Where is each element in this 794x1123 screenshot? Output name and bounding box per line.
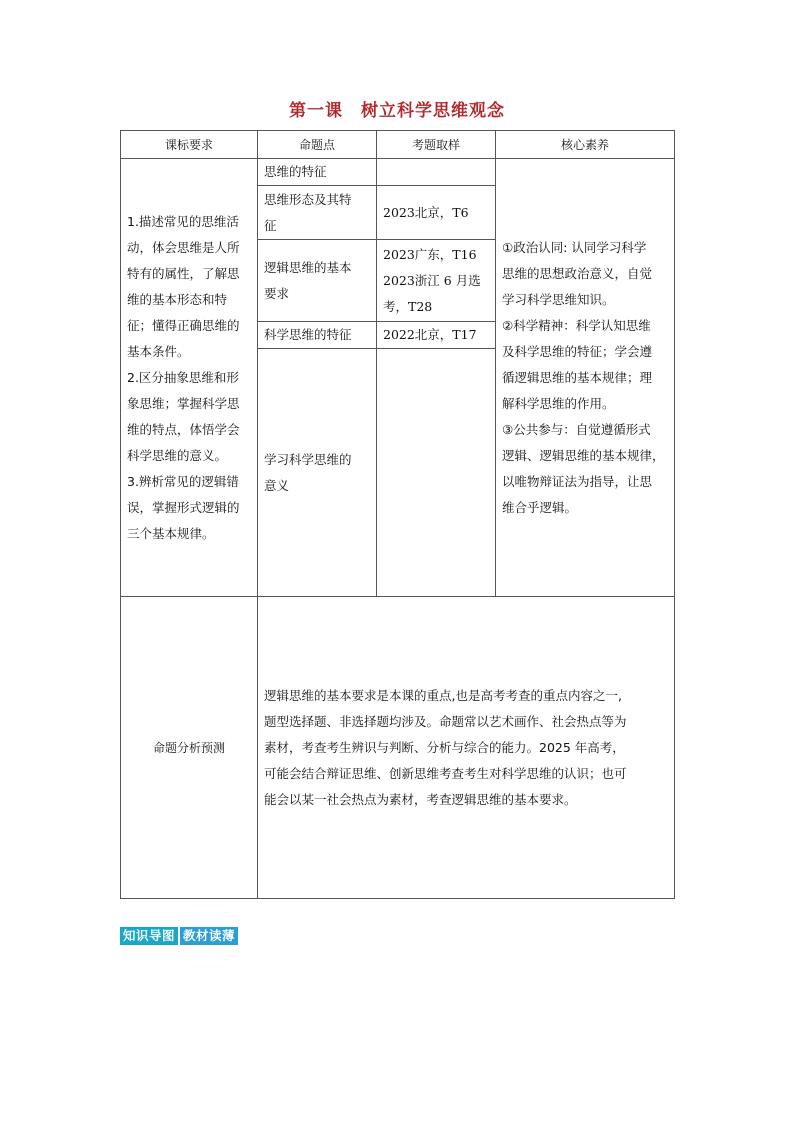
point-cell: 逻辑思维的基本 要求 [258,240,377,322]
tag-knowledge-map: 知识导图 [120,927,178,945]
example-cell: 2023北京，T6 [377,186,496,240]
section-tags [120,927,238,945]
header-standards: 课标要求 [121,131,258,159]
page-title: 第一课 树立科学思维观念 [289,101,505,121]
prediction-text: 逻辑思维的基本要求是本课的重点,也是高考考查的重点内容之一, 题型选择题、非选择题均涉及。命题常以艺术画作、社会热点等为 素材，考查考生辨识与判断、分析与综合的能力。2025 年高考， 可能会结合辩证思维、创新思维考查考生对科学思维的认识；也可 能会以某一社会热点为素材，考查逻辑思维的基本要求。 [258,597,675,899]
example-cell [377,159,496,186]
header-points: 命题点 [258,131,377,159]
example-cell: 2023广东，T16 2023浙江 6 月选 考，T28 [377,240,496,322]
curriculum-table [120,130,675,899]
point-cell: 思维形态及其特 征 [258,186,377,240]
core-literacy-cell: ①政治认同: 认同学习科学 思维的思想政治意义，自觉 学习科学思维知识。 ②科学精神：科学认知思维 及科学思维的特征；学会遵 循逻辑思维的基本规律；理 解科学思维的作用。 ③公共参与：自觉遵循形式 逻辑、逻辑思维的基本规律， 以唯物辩证法为指导，让思 维合乎逻辑。 [496,159,675,597]
example-cell [377,349,496,597]
standards-cell: 1.描述常见的思维活 动，体会思维是人所 特有的属性，了解思 维的基本形态和特 征；懂得正确思维的 基本条件。 2.区分抽象思维和形 象思维；掌握科学思 维的特点，体悟学会 科学思维的意义。 3.辨析常见的逻辑错 误，掌握形式逻辑的 三个基本规律。 [121,159,258,597]
table-header-row [121,131,675,159]
example-cell: 2022北京，T17 [377,322,496,349]
header-examples: 考题取样 [377,131,496,159]
header-core: 核心素养 [496,131,675,159]
tag-textbook-reading: 教材读薄 [180,927,238,945]
point-cell: 思维的特征 [258,159,377,186]
point-cell: 科学思维的特征 [258,322,377,349]
point-cell: 学习科学思维的 意义 [258,349,377,597]
prediction-row [121,597,675,899]
table-row [121,159,675,186]
prediction-label: 命题分析预测 [121,597,258,899]
